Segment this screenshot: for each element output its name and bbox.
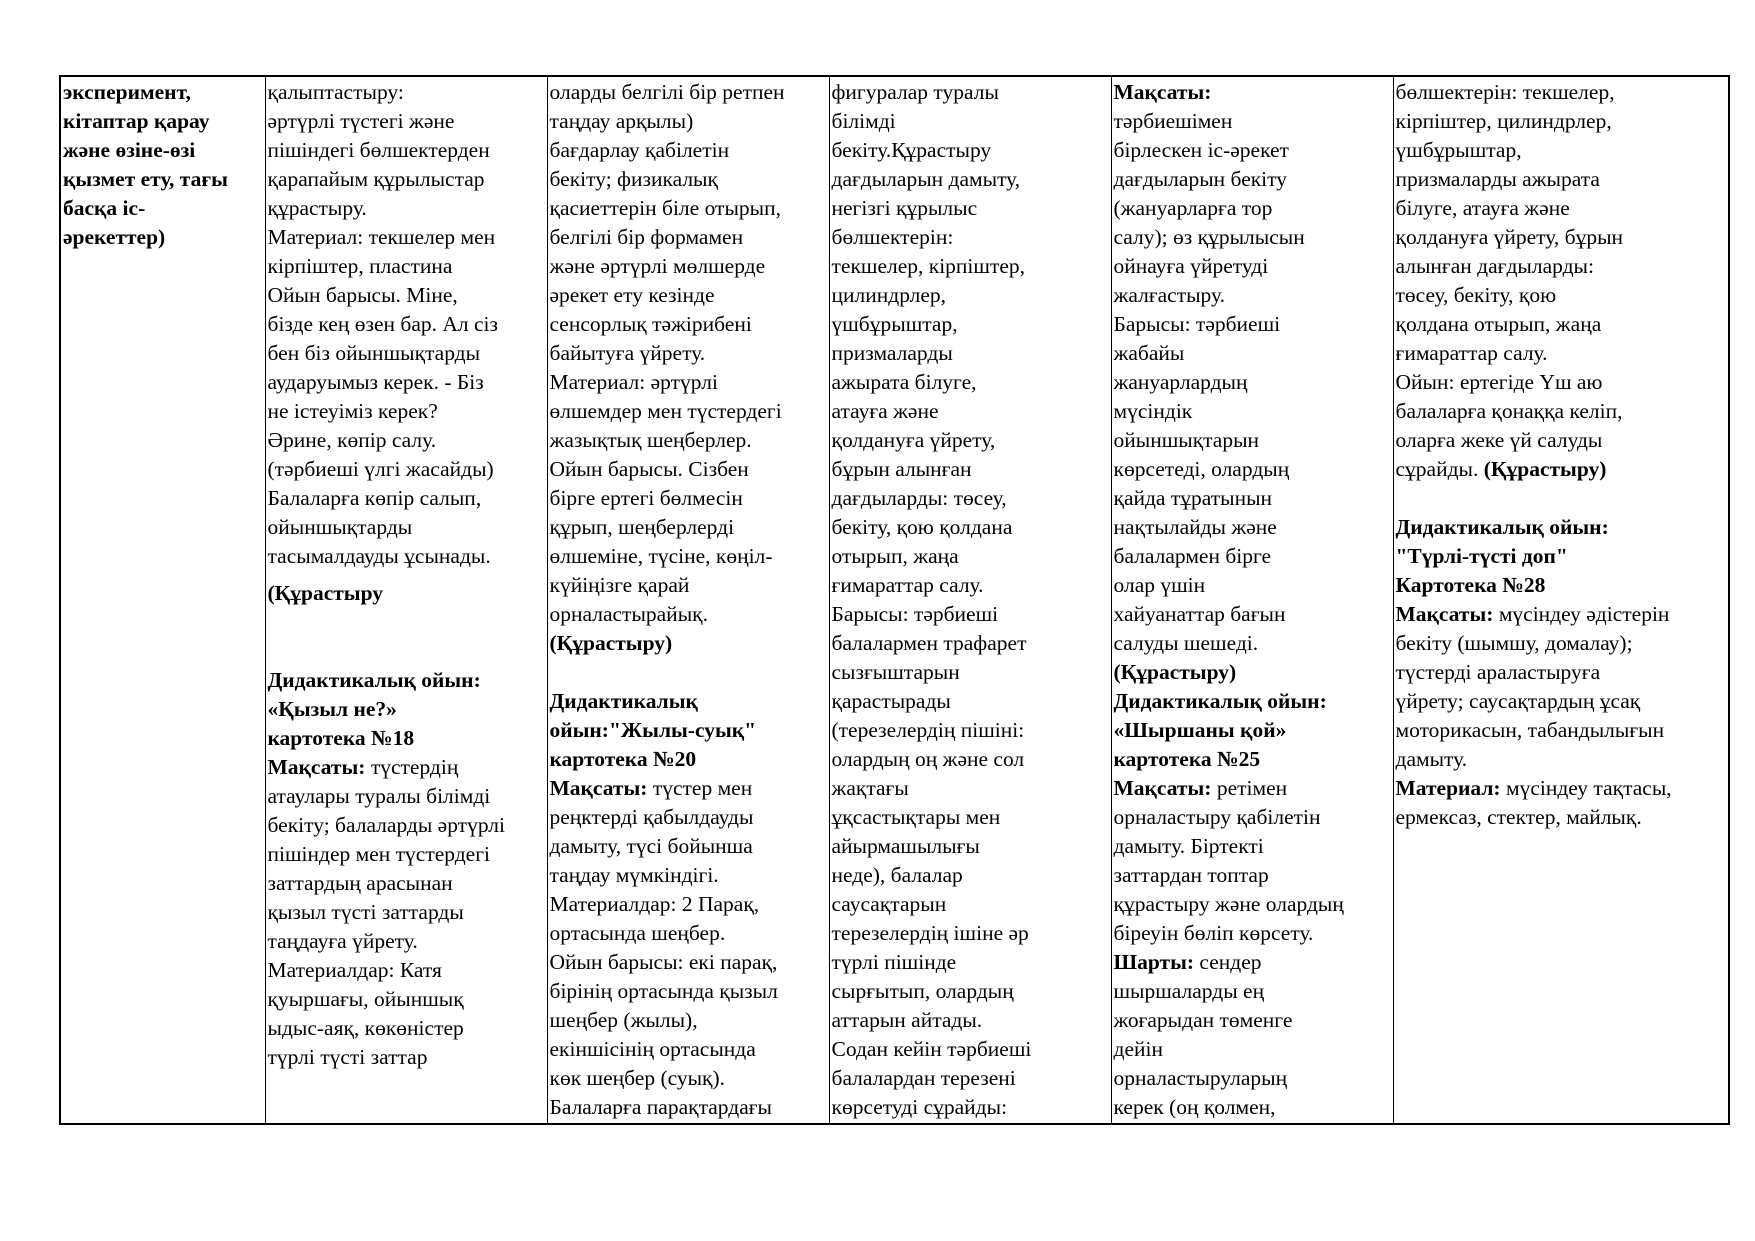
text-line: фигуралар туралы bbox=[831, 80, 999, 104]
text-line: Дидактикалық ойын: bbox=[267, 668, 481, 692]
text-line: бағдарлау қабілетін bbox=[549, 138, 730, 162]
text-line: Барысы: тәрбиеші bbox=[1113, 312, 1281, 336]
text-line: біреуін бөліп көрсету. bbox=[1113, 921, 1314, 945]
text-line: аттарын айтады. bbox=[831, 1008, 983, 1032]
bold-text-run: Мақсаты: bbox=[267, 755, 366, 779]
day-cell-2 bbox=[547, 76, 829, 1124]
text-line: таңдау арқылы) bbox=[549, 109, 694, 133]
text-line: қолдана отырып, жаңа bbox=[1395, 312, 1602, 336]
spacer bbox=[1396, 484, 1727, 513]
text-line: Материалдар: 2 Парақ, bbox=[549, 892, 760, 916]
text-line: кірпіштер, пластина bbox=[267, 254, 453, 278]
text-line: айырмашылығы bbox=[831, 834, 980, 858]
text-line: кітаптар қарау bbox=[63, 109, 210, 133]
text-line: ортасында шеңбер. bbox=[549, 921, 726, 945]
text-line: алынған дағдыларды: bbox=[1395, 254, 1594, 278]
text-line: Дидактикалық ойын: bbox=[1395, 515, 1609, 539]
text-line: сенсорлық тәжірибені bbox=[549, 312, 752, 336]
text-line: көрсетеді, олардың bbox=[1113, 457, 1290, 481]
text-line: қарапайым құрылыстар bbox=[267, 167, 485, 191]
text-line: балалардан терезені bbox=[831, 1066, 1016, 1090]
text-line: білуге, атауға және bbox=[1395, 196, 1570, 220]
text-line: қайда тұратынын bbox=[1113, 486, 1273, 510]
text-line: қолдануға үйрету, bbox=[831, 428, 996, 452]
text-run: түстердің bbox=[365, 755, 459, 779]
text-line bbox=[1396, 774, 1727, 803]
text-line: неде), балалар bbox=[831, 863, 963, 887]
activity-type-cell bbox=[60, 76, 265, 1124]
text-line: Ойын барысы. Міне, bbox=[267, 283, 458, 307]
text-line: шеңбер (жылы), bbox=[549, 1008, 698, 1032]
text-line: Картотека №28 bbox=[1395, 573, 1546, 597]
text-line: цилиндрлер, bbox=[831, 283, 947, 307]
text-line: ұқсастықтары мен bbox=[831, 805, 1001, 829]
text-line: жоғарыдан төменге bbox=[1113, 1008, 1293, 1032]
text-line: құрастыру. bbox=[267, 196, 367, 220]
text-line: қолдануға үйрету, бұрын bbox=[1395, 225, 1624, 249]
text-line: ойыншықтарды bbox=[267, 515, 413, 539]
text-line: (Құрастыру) bbox=[549, 631, 673, 655]
text-line: заттардың арасынан bbox=[267, 871, 453, 895]
text-line: білімді bbox=[831, 109, 896, 133]
text-line: бекіту; балаларды әртүрлі bbox=[267, 813, 505, 837]
text-run: мүсіндеу тақтасы, bbox=[1500, 776, 1672, 800]
text-line: ермексаз, стектер, майлық. bbox=[1395, 805, 1642, 829]
text-line: картотека №20 bbox=[549, 747, 697, 771]
spacer bbox=[268, 608, 545, 637]
text-line: нақтылайды және bbox=[1113, 515, 1277, 539]
text-line: отырып, жаңа bbox=[831, 544, 959, 568]
bold-text-run: Мақсаты: bbox=[1395, 602, 1494, 626]
text-line: төсеу, бекіту, қою bbox=[1395, 283, 1557, 307]
text-line: бірінің ортасында қызыл bbox=[549, 979, 778, 1003]
text-line: үшбұрыштар, bbox=[1395, 138, 1522, 162]
text-line: "Түрлі-түсті доп" bbox=[1395, 544, 1568, 568]
text-line: реңктерді қабылдауды bbox=[549, 805, 754, 829]
text-run: сұрайды. bbox=[1395, 457, 1484, 481]
text-line: мүсіндік bbox=[1113, 399, 1193, 423]
text-line: шыршаларды ең bbox=[1113, 979, 1265, 1003]
text-line: бекіту; физикалық bbox=[549, 167, 718, 191]
text-line: бөлшектерін: текшелер, bbox=[1395, 80, 1615, 104]
text-line: дейін bbox=[1113, 1037, 1163, 1061]
spacer bbox=[268, 571, 545, 579]
text-line: Материал: текшелер мен bbox=[267, 225, 496, 249]
text-line: атауға және bbox=[831, 399, 939, 423]
text-line: көк шеңбер (суық). bbox=[549, 1066, 726, 1090]
text-line: балалармен трафарет bbox=[831, 631, 1027, 655]
text-line: дағдыларын дамыту, bbox=[831, 167, 1021, 191]
text-line: таңдау мүмкіндігі. bbox=[549, 863, 719, 887]
text-line: әрекет ету кезінде bbox=[549, 283, 715, 307]
spacer bbox=[268, 637, 545, 666]
text-line: балалармен бірге bbox=[1113, 544, 1272, 568]
text-line: Ойын барысы: екі парақ, bbox=[549, 950, 778, 974]
text-line: байытуға үйрету. bbox=[549, 341, 706, 365]
bold-text-run: Материал: bbox=[1395, 776, 1501, 800]
text-line: балаларға қонаққа келіп, bbox=[1395, 399, 1623, 423]
text-line: жабайы bbox=[1113, 341, 1185, 365]
text-line bbox=[1114, 948, 1391, 977]
text-line: жақтағы bbox=[831, 776, 909, 800]
text-line: «Шыршаны қой» bbox=[1113, 718, 1287, 742]
text-line bbox=[268, 753, 545, 782]
text-line: ғимараттар салу. bbox=[1395, 341, 1548, 365]
text-line: кірпіштер, цилиндрлер, bbox=[1395, 109, 1612, 133]
text-line: керек (оң қолмен, bbox=[1113, 1095, 1276, 1119]
text-line: атаулары туралы білімді bbox=[267, 784, 491, 808]
text-line: таңдауға үйрету. bbox=[267, 929, 418, 953]
text-line: сырғытып, олардың bbox=[831, 979, 1014, 1003]
text-line: заттардан топтар bbox=[1113, 863, 1269, 887]
text-line: екіншісінің ортасында bbox=[549, 1037, 756, 1061]
text-line: хайуанаттар бағын bbox=[1113, 602, 1286, 626]
text-line: қызмет ету, тағы bbox=[63, 167, 228, 191]
text-line: басқа іс- bbox=[63, 196, 146, 220]
day-cell-4 bbox=[1111, 76, 1393, 1124]
text-line: (Құрастыру bbox=[267, 581, 384, 605]
text-line: олар үшін bbox=[1113, 573, 1206, 597]
text-line: Мақсаты: bbox=[1113, 80, 1212, 104]
text-run: ретімен bbox=[1211, 776, 1288, 800]
text-line: призмаларды ажырата bbox=[1395, 167, 1600, 191]
text-line: саусақтарын bbox=[831, 892, 947, 916]
text-line: оларды белгілі бір ретпен bbox=[549, 80, 785, 104]
text-line: түрлі түсті заттар bbox=[267, 1045, 428, 1069]
text-line: күйіңізге қарай bbox=[549, 573, 690, 597]
text-line: оларға жеке үй салуды bbox=[1395, 428, 1603, 452]
text-line: аударуымыз керек. - Біз bbox=[267, 370, 484, 394]
text-line: үйрету; саусақтардың ұсақ bbox=[1395, 689, 1641, 713]
text-line: бекіту, қою қолдана bbox=[831, 515, 1013, 539]
text-line bbox=[550, 774, 827, 803]
text-line: құрастыру және олардың bbox=[1113, 892, 1344, 916]
text-run: мүсіндеу әдістерін bbox=[1493, 602, 1670, 626]
text-line: Балаларға көпір салып, bbox=[267, 486, 482, 510]
text-line: пішіндер мен түстердегі bbox=[267, 842, 491, 866]
text-line: тасымалдауды ұсынады. bbox=[267, 544, 491, 568]
text-line: және әртүрлі мөлшерде bbox=[549, 254, 766, 278]
text-line: тәрбиешімен bbox=[1113, 109, 1233, 133]
text-line: (Құрастыру) bbox=[1113, 660, 1237, 684]
text-line: жалғастыру. bbox=[1113, 283, 1225, 307]
text-line: бірлескен іс-әрекет bbox=[1113, 138, 1289, 162]
text-line: жануарлардың bbox=[1113, 370, 1248, 394]
text-line: Әрине, көпір салу. bbox=[267, 428, 437, 452]
text-line: бен біз ойыншықтарды bbox=[267, 341, 481, 365]
text-line: дағдыларын бекіту bbox=[1113, 167, 1288, 191]
spacer bbox=[550, 658, 827, 687]
text-line: эксперимент, bbox=[63, 80, 191, 104]
text-line: дамыту, түсі бойынша bbox=[549, 834, 753, 858]
text-line: әртүрлі түстегі және bbox=[267, 109, 455, 133]
text-line: негізгі құрылыс bbox=[831, 196, 978, 220]
bold-text-run: Мақсаты: bbox=[549, 776, 648, 800]
text-line: салу); өз құрылысын bbox=[1113, 225, 1305, 249]
text-line: қалыптастыру: bbox=[267, 80, 404, 104]
text-line: және өзіне-өзі bbox=[63, 138, 196, 162]
day-cell-5 bbox=[1393, 76, 1729, 1124]
text-line: өлшеміне, түсіне, көңіл- bbox=[549, 544, 773, 568]
text-line bbox=[1396, 600, 1727, 629]
text-line: бұрын алынған bbox=[831, 457, 972, 481]
text-line: призмаларды bbox=[831, 341, 953, 365]
text-line: Барысы: тәрбиеші bbox=[831, 602, 999, 626]
text-line: бірге ертегі бөлмесін bbox=[549, 486, 743, 510]
text-line: картотека №18 bbox=[267, 726, 415, 750]
text-run: сендер bbox=[1194, 950, 1262, 974]
text-line: (тәрбиеші үлгі жасайды) bbox=[267, 457, 494, 481]
text-line: ыдыс-аяқ, көкөністер bbox=[267, 1016, 464, 1040]
text-line: (жануарларға тор bbox=[1113, 196, 1273, 220]
text-line: пішіндегі бөлшектерден bbox=[267, 138, 490, 162]
text-line: дамыту. Біртекті bbox=[1113, 834, 1264, 858]
lesson-plan-table bbox=[59, 75, 1730, 1125]
text-line: Дидактикалық ойын: bbox=[1113, 689, 1327, 713]
bold-text-run: Шарты: bbox=[1113, 950, 1195, 974]
text-line: текшелер, кірпіштер, bbox=[831, 254, 1026, 278]
text-line: Содан кейін тәрбиеші bbox=[831, 1037, 1032, 1061]
text-line: дамыту. bbox=[1395, 747, 1468, 771]
table-row bbox=[60, 76, 1729, 1124]
text-line: ажырата білуге, bbox=[831, 370, 977, 394]
text-line: белгілі бір формамен bbox=[549, 225, 744, 249]
text-line: Балаларға парақтардағы bbox=[549, 1095, 772, 1119]
text-line: қызыл түсті заттарды bbox=[267, 900, 464, 924]
text-line: «Қызыл не?» bbox=[267, 697, 397, 721]
text-line: моторикасын, табандылығын bbox=[1395, 718, 1665, 742]
text-run: түстер мен bbox=[647, 776, 753, 800]
text-line: сызғыштарын bbox=[831, 660, 960, 684]
text-line: терезелердің ішіне әр bbox=[831, 921, 1029, 945]
bold-text-run: Мақсаты: bbox=[1113, 776, 1212, 800]
text-line: (терезелердің пішіні: bbox=[831, 718, 1025, 742]
text-line: Дидактикалық bbox=[549, 689, 698, 713]
text-line: орналастырайық. bbox=[549, 602, 708, 626]
day-cell-1 bbox=[265, 76, 547, 1124]
text-line bbox=[1396, 455, 1727, 484]
text-line: Материал: әртүрлі bbox=[549, 370, 718, 394]
text-line: Ойын: ертегіде Үш аю bbox=[1395, 370, 1603, 394]
text-line: Материалдар: Катя bbox=[267, 958, 442, 982]
text-line: жазықтық шеңберлер. bbox=[549, 428, 752, 452]
bold-text-run: (Құрастыру) bbox=[1483, 457, 1607, 481]
text-line: Ойын барысы. Сізбен bbox=[549, 457, 749, 481]
text-line: ғимараттар салу. bbox=[831, 573, 984, 597]
text-line: орналастыруларың bbox=[1113, 1066, 1288, 1090]
text-line: ойнауға үйретуді bbox=[1113, 254, 1269, 278]
text-line: қарастырады bbox=[831, 689, 951, 713]
text-line: картотека №25 bbox=[1113, 747, 1261, 771]
text-line: бекіту.Құрастыру bbox=[831, 138, 992, 162]
text-line: көрсетуді сұрайды: bbox=[831, 1095, 1008, 1119]
text-line: қуыршағы, ойыншық bbox=[267, 987, 464, 1011]
text-line: өлшемдер мен түстердегі bbox=[549, 399, 782, 423]
text-line: ойыншықтарын bbox=[1113, 428, 1260, 452]
text-line: үшбұрыштар, bbox=[831, 312, 958, 336]
text-line: түрлі пішінде bbox=[831, 950, 957, 974]
text-line bbox=[1114, 774, 1391, 803]
text-line: құрып, шеңберлерді bbox=[549, 515, 735, 539]
text-line: бізде кең өзен бар. Ал сіз bbox=[267, 312, 498, 336]
text-line: ойын:"Жылы-суық" bbox=[549, 718, 757, 742]
text-line: бөлшектерін: bbox=[831, 225, 954, 249]
text-line: бекіту (шымшу, домалау); bbox=[1395, 631, 1633, 655]
text-line: олардың оң және сол bbox=[831, 747, 1025, 771]
text-line: дағдыларды: төсеу, bbox=[831, 486, 1007, 510]
text-line: әрекеттер) bbox=[63, 225, 166, 249]
day-cell-3 bbox=[829, 76, 1111, 1124]
text-line: түстерді араластыруға bbox=[1395, 660, 1601, 684]
text-line: не істеуіміз керек? bbox=[267, 399, 438, 423]
text-line: орналастыру қабілетін bbox=[1113, 805, 1321, 829]
text-line: салуды шешеді. bbox=[1113, 631, 1259, 655]
text-line: қасиеттерін біле отырып, bbox=[549, 196, 781, 220]
